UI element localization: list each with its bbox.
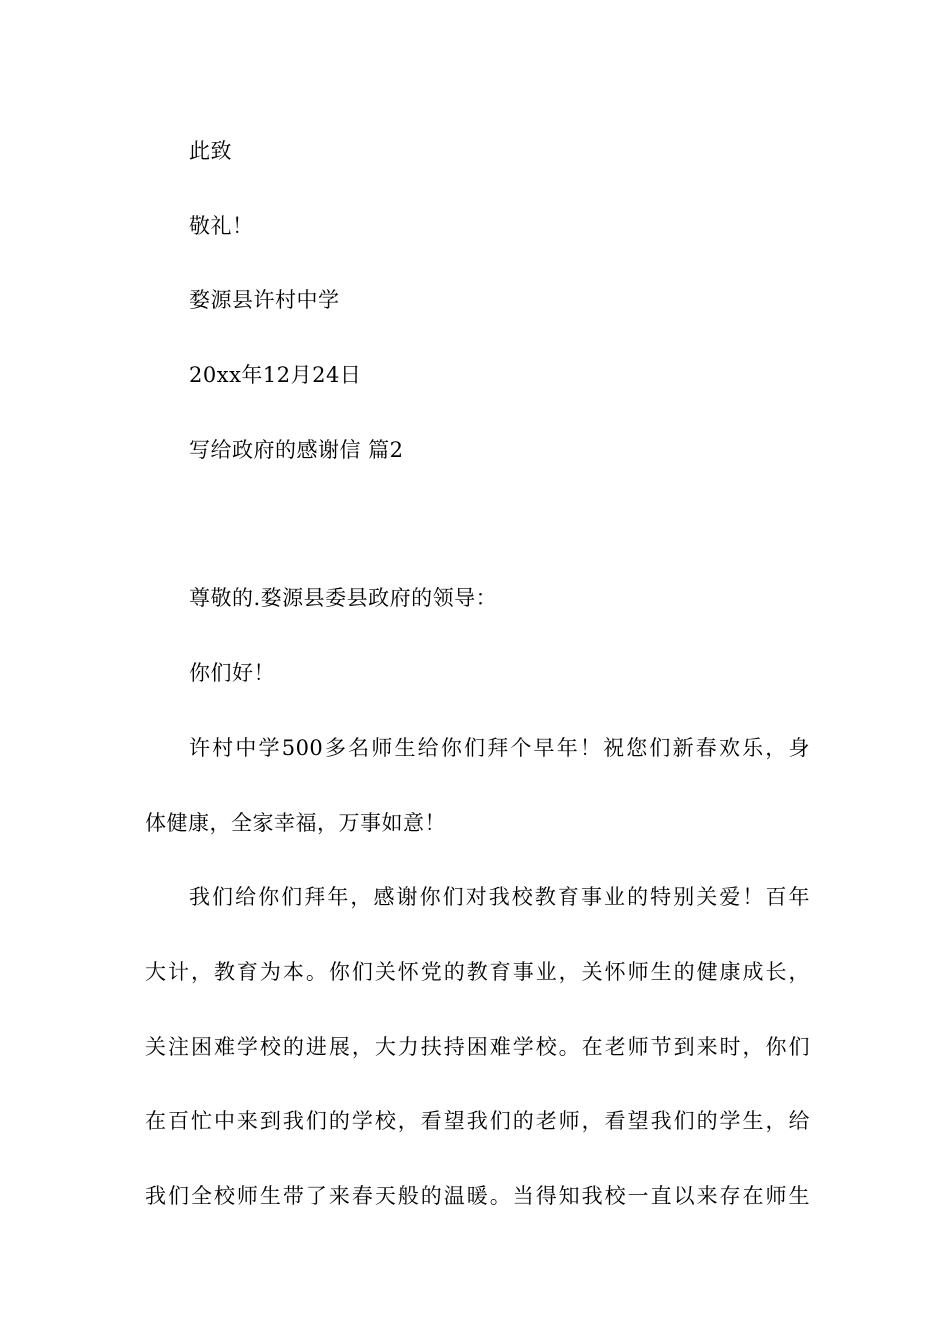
paragraph-line: 大计，教育为本。你们关怀党的教育事业，关怀师生的健康成长， xyxy=(145,960,810,984)
paragraph-line: 许村中学500多名师生给你们拜个早年！祝您们新春欢乐，身 xyxy=(189,736,810,760)
letter-hello: 你们好！ xyxy=(189,661,275,685)
paragraph-line: 关注困难学校的进展，大力扶持困难学校。在老师节到来时，你们 xyxy=(145,1035,810,1059)
closing-salutation: 此致 xyxy=(189,139,232,163)
paragraph-line: 我们给你们拜年，感谢你们对我校教育事业的特别关爱！百年 xyxy=(189,885,810,909)
closing-regards: 敬礼！ xyxy=(189,214,254,238)
signature-school: 婺源县许村中学 xyxy=(189,288,340,312)
paragraph-line: 在百忙中来到我们的学校，看望我们的老师，看望我们的学生，给 xyxy=(145,1109,810,1133)
paragraph-line: 体健康，全家幸福，万事如意！ xyxy=(145,811,446,835)
paragraph-line: 我们全校师生带了来春天般的温暖。当得知我校一直以来存在师生 xyxy=(145,1184,810,1208)
section-title: 写给政府的感谢信 篇2 xyxy=(189,438,404,462)
letter-greeting: 尊敬的.婺源县委县政府的领导： xyxy=(189,586,498,610)
signature-date: 20xx年12月24日 xyxy=(189,363,362,387)
